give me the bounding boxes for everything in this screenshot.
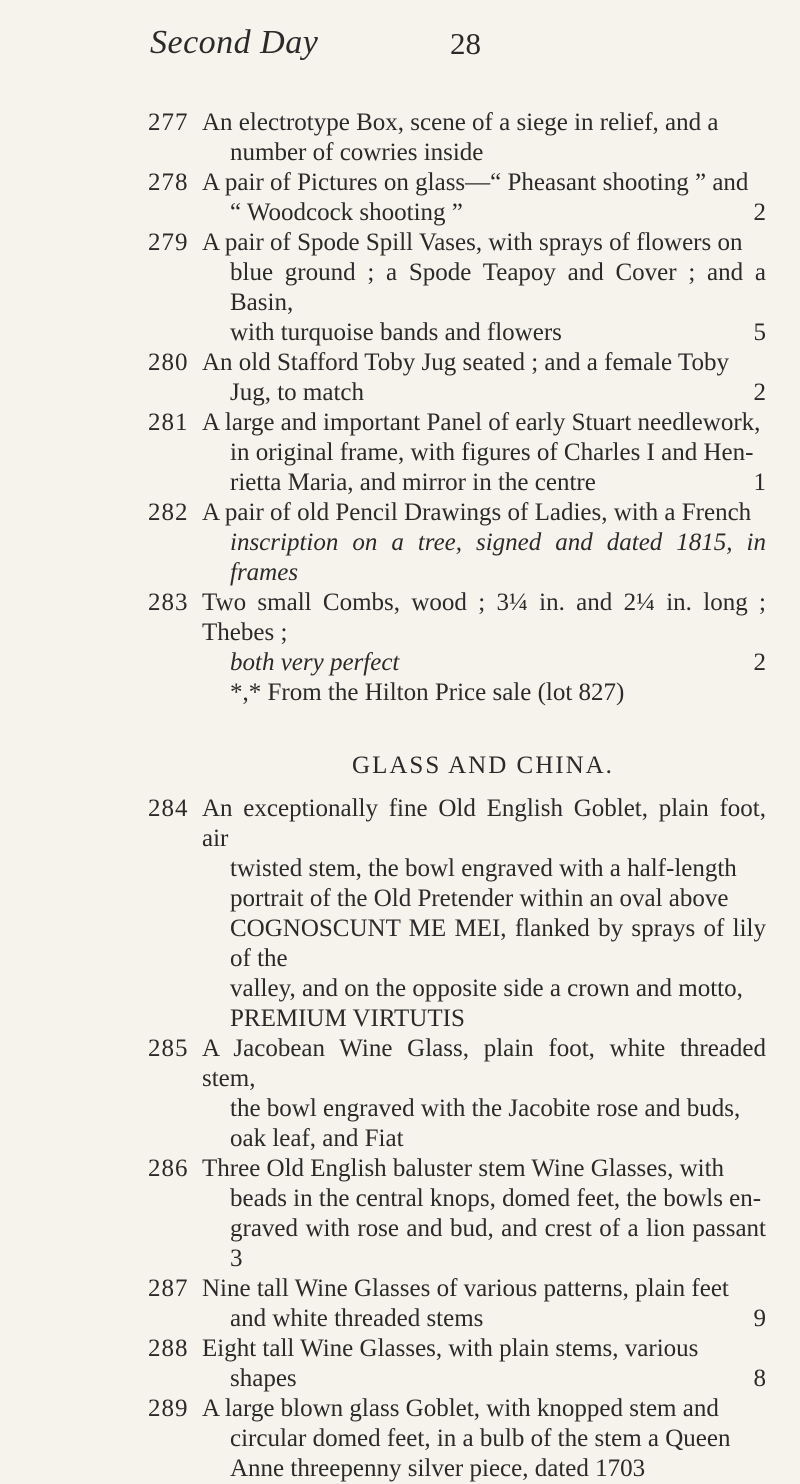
lot-description — [202, 348, 766, 408]
lot-line: twisted stem, the bowl engraved with a half-length — [230, 855, 737, 882]
lot-quantity: 2 — [753, 649, 766, 676]
section-heading: GLASS AND CHINA. — [352, 752, 614, 779]
lot-289 — [0, 1394, 800, 1484]
lot-number: 279 — [148, 229, 189, 256]
lot-281 — [0, 408, 800, 498]
lot-line: graved with rose and bud, and crest of a lion passant 3 — [230, 1215, 766, 1272]
lot-line: and white threaded stems — [230, 1305, 484, 1332]
lot-line: PREMIUM VIRTUTIS — [230, 1005, 465, 1032]
lot-number: 282 — [148, 499, 189, 526]
provenance-note: *,* From the Hilton Price sale (lot 827) — [230, 679, 625, 706]
lot-number: 288 — [148, 1335, 189, 1362]
lot-number: 289 — [148, 1395, 189, 1422]
lot-number: 280 — [148, 349, 189, 376]
lot-quantity: 5 — [753, 319, 766, 346]
lot-line: circular domed feet, in a bulb of the stem a Queen — [230, 1425, 731, 1452]
lot-description — [202, 1034, 766, 1154]
lot-line: portrait of the Old Pretender within an oval above — [230, 885, 729, 912]
lot-288 — [0, 1334, 800, 1394]
day-title: Second Day — [150, 24, 319, 61]
lot-description — [202, 498, 766, 588]
lot-description — [202, 1274, 766, 1334]
lot-284 — [0, 794, 800, 1034]
lot-line: A Jacobean Wine Glass, plain foot, white threaded stem, — [202, 1035, 766, 1092]
lot-line: Jug, to match — [230, 379, 365, 406]
lot-line: A pair of old Pencil Drawings of Ladies, with a French — [202, 499, 752, 526]
lot-description — [202, 108, 766, 168]
lot-description — [202, 228, 766, 348]
lot-quantity: 9 — [753, 1305, 766, 1332]
lot-line: A pair of Pictures on glass—“ Pheasant shooting ” and — [202, 169, 749, 196]
lot-line: A pair of Spode Spill Vases, with sprays of flowers on — [202, 229, 743, 256]
page-number: 28 — [450, 26, 481, 61]
lot-277 — [0, 108, 800, 168]
lot-285 — [0, 1034, 800, 1154]
lot-line: the bowl engraved with the Jacobite rose and buds, — [230, 1095, 741, 1122]
lot-line: both very perfect — [230, 649, 400, 676]
lot-280 — [0, 348, 800, 408]
lot-287 — [0, 1274, 800, 1334]
lot-description — [202, 1394, 766, 1484]
lot-number: 283 — [148, 589, 189, 616]
lot-description — [202, 408, 766, 498]
lot-line: oak leaf, and Fiat — [230, 1125, 404, 1152]
lot-283 — [0, 588, 800, 678]
lot-line: Nine tall Wine Glasses of various patterns, plain feet — [202, 1275, 729, 1302]
lot-number: 284 — [148, 795, 189, 822]
lot-line: in original frame, with figures of Charles I and Hen- — [230, 439, 754, 466]
lot-line: blue ground ; a Spode Teapoy and Cover ; and a Basin, — [230, 259, 766, 316]
running-head — [150, 24, 750, 64]
lot-line: beads in the central knops, domed feet, the bowls en- — [230, 1185, 762, 1212]
lot-line: number of cowries inside — [230, 139, 484, 166]
lot-number: 285 — [148, 1035, 189, 1062]
lot-number: 277 — [148, 109, 189, 136]
lot-number: 278 — [148, 169, 189, 196]
lot-description — [202, 794, 766, 1034]
lot-line: An exceptionally fine Old English Goblet, plain foot, air — [202, 795, 766, 852]
lot-line: Three Old English baluster stem Wine Glasses, with — [202, 1155, 725, 1182]
lot-line: Eight tall Wine Glasses, with plain stems, various — [202, 1335, 699, 1362]
lot-286 — [0, 1154, 800, 1274]
lot-description — [202, 588, 766, 678]
lot-278 — [0, 168, 800, 228]
lot-line: An electrotype Box, scene of a siege in relief, and a — [202, 109, 719, 136]
lot-279 — [0, 228, 800, 348]
lot-description — [202, 1334, 766, 1394]
lot-line: with turquoise bands and flowers — [230, 319, 562, 346]
lot-line: valley, and on the opposite side a crown and motto, — [230, 975, 743, 1002]
lot-line: rietta Maria, and mirror in the centre — [230, 469, 596, 496]
lot-line: Anne threepenny silver piece, dated 1703 — [230, 1455, 646, 1482]
lot-description — [202, 1154, 766, 1274]
lot-quantity: 8 — [753, 1365, 766, 1392]
lot-282 — [0, 498, 800, 588]
lot-line: A large and important Panel of early Stuart needlework, — [202, 409, 761, 436]
lot-number: 281 — [148, 409, 189, 436]
lot-line: A large blown glass Goblet, with knopped stem and — [202, 1395, 719, 1422]
lot-quantity: 2 — [753, 199, 766, 226]
lot-line: “ Woodcock shooting ” — [230, 199, 463, 226]
lot-line: An old Stafford Toby Jug seated ; and a female Toby — [202, 349, 729, 376]
lot-number: 286 — [148, 1155, 189, 1182]
lot-entries — [0, 108, 800, 1484]
lot-quantity: 2 — [753, 379, 766, 406]
lot-quantity: 1 — [753, 469, 766, 496]
lot-line: COGNOSCUNT ME MEI, flanked by sprays of lily of the — [230, 915, 766, 972]
lot-line: inscription on a tree, signed and dated 1815, in frames — [230, 529, 766, 586]
lot-number: 287 — [148, 1275, 189, 1302]
lot-line: Two small Combs, wood ; 3¼ in. and 2¼ in. long ; Thebes ; — [202, 589, 766, 646]
lot-description — [202, 168, 766, 228]
lot-line: shapes — [230, 1365, 297, 1392]
